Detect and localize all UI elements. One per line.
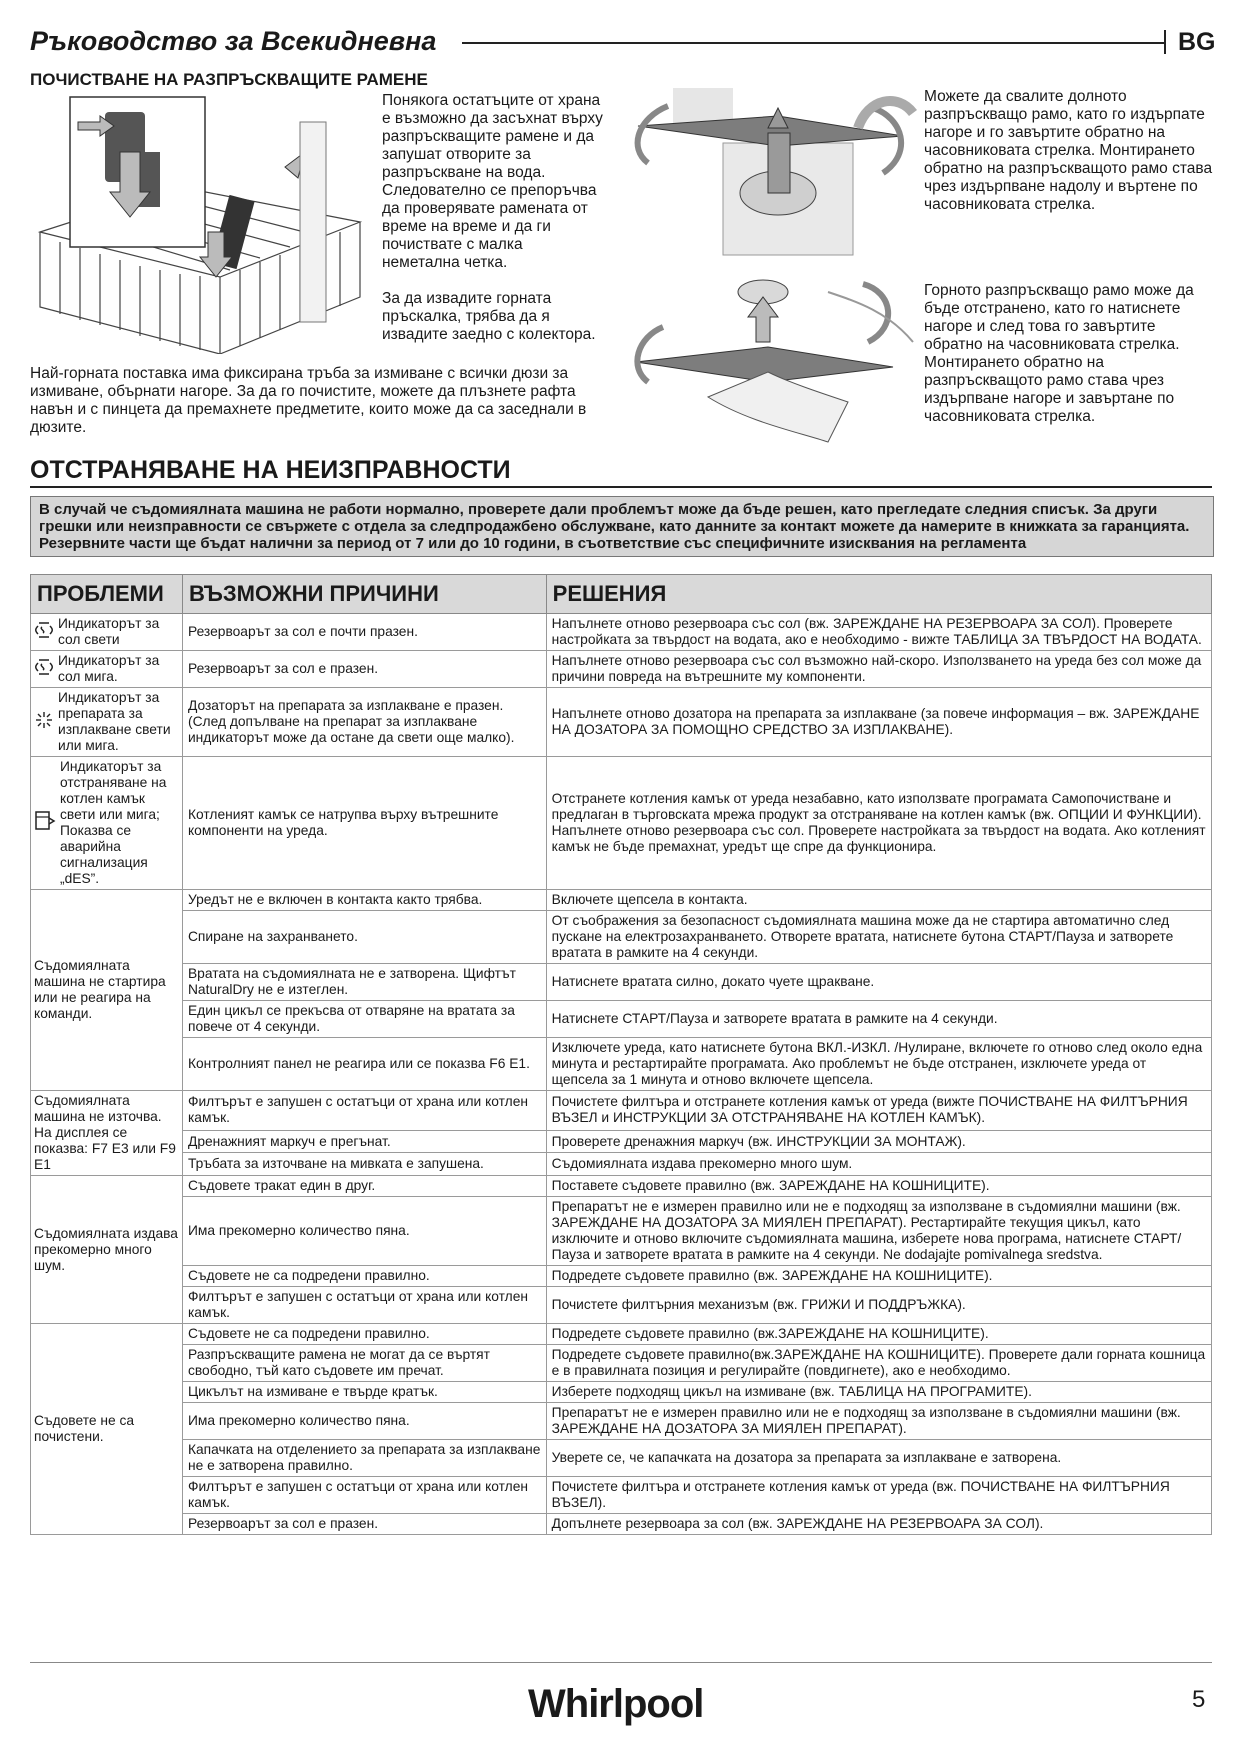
- cause-cell: Тръбата за източване на мивката е запушена.: [182, 1153, 546, 1176]
- solution-cell: Напълнете отново резервоара със сол (вж. ЗАРЕЖДАНЕ НА РЕЗЕРВОАРА ЗА СОЛ). Проверете настройката за твърдост на водата, ако е необходимо - вижте ТАБЛИЦА ЗА ТВЪРДОСТ НА ВОДАТА.: [546, 614, 1211, 651]
- upper-rack-illustration: [30, 92, 375, 354]
- cause-cell: Съдовете тракат един в друг.: [182, 1176, 546, 1197]
- whirlpool-logo: Whirlpool: [528, 1682, 704, 1726]
- spray-arms-paragraph-3: Най-горната поставка има фиксирана тръба за измиване с всички дюзи за измиване, обърнати нагоре. За да го почистите, можете да плъзнете рафта навън и с пинцета да премахнете предметите, които може да са заседнали в дюзите.: [30, 365, 587, 436]
- problem-label: Индикаторът за сол мига.: [58, 653, 160, 684]
- solution-cell: Подредете съдовете правилно (вж. ЗАРЕЖДАНЕ НА КОШНИЦИТЕ).: [546, 1266, 1211, 1287]
- table-row: [31, 890, 1212, 911]
- cause-cell: Уредът не е включен в контакта както трябва.: [182, 890, 546, 911]
- problem-cell: Съдомиялната издава прекомерно много шум.: [31, 1176, 183, 1324]
- table-row: [31, 1345, 1212, 1382]
- table-row: [31, 1403, 1212, 1440]
- table-row: [31, 1477, 1212, 1514]
- solution-cell: Допълнете резервоара за сол (вж. ЗАРЕЖДАНЕ НА РЕЗЕРВОАРА ЗА СОЛ).: [546, 1514, 1211, 1535]
- spray-arms-paragraph-2: За да извадите горната пръскалка, трябва да я извадите заедно с колектора.: [382, 290, 596, 343]
- solution-cell: Препаратът не е измерен правилно или не е подходящ за използване в съдомиялни машини (вж. ЗАРЕЖДАНЕ НА ДОЗАТОРА ЗА МИЯЛЕН ПРЕПАРАТ).: [546, 1403, 1211, 1440]
- cause-cell: Спиране на захранването.: [182, 911, 546, 964]
- solution-cell: Подредете съдовете правилно (вж.ЗАРЕЖДАНЕ НА КОШНИЦИТЕ).: [546, 1324, 1211, 1345]
- problem-label: Индикаторът за сол свети: [58, 616, 160, 647]
- cause-cell: Филтърът е запушен с остатъци от храна или котлен камък.: [182, 1287, 546, 1324]
- upper-spray-arm-paragraph: Горното разпръскващо рамо може да бъде отстранено, като го натиснете нагоре и след това го завъртите обратно на часовниковата стрелка. Монтирането обратно на разпръскващото рамо става чрез издърпване нагоре и завъртане по часовниковата стрелка.: [924, 282, 1194, 425]
- cause-cell: Цикълът на измиване е твърде кратък.: [182, 1382, 546, 1403]
- table-row: [31, 1287, 1212, 1324]
- column-header-causes: ВЪЗМОЖНИ ПРИЧИНИ: [182, 575, 546, 614]
- table-row: [31, 964, 1212, 1001]
- troubleshooting-rule: [30, 486, 1212, 488]
- problem-cell: [31, 757, 183, 890]
- lower-spray-arm-paragraph: Можете да свалите долното разпръскващо рамо, като го издърпате нагоре и го завъртите обратно на часовниковата стрелка. Монтирането обратно на разпръскващото рамо става чрез издърпване надолу и въртене по часовниковата стрелка.: [924, 88, 1213, 213]
- problem-cell: Съдовете не са почистени.: [31, 1324, 183, 1535]
- cause-cell: Филтърът е запушен с остатъци от храна или котлен камък.: [182, 1477, 546, 1514]
- table-row: [31, 651, 1212, 688]
- table-row: [31, 1324, 1212, 1345]
- solution-cell: От съображения за безопасност съдомиялната машина може да не стартира автоматично след пускане на електрозахранването. Отворете вратата, натиснете бутона СТАРТ/Пауза и затворете вратата в рамките на 4 секунди.: [546, 911, 1211, 964]
- solution-cell: Поставете съдовете правилно (вж. ЗАРЕЖДАНЕ НА КОШНИЦИТЕ).: [546, 1176, 1211, 1197]
- solution-cell: Съдомиялната издава прекомерно много шум.: [546, 1153, 1211, 1176]
- page-number: 5: [1192, 1686, 1206, 1713]
- problem-label: Индикаторът за отстраняване на котлен камък свети или мига; Показва се аварийна сигнализация „dES”.: [60, 759, 167, 886]
- table-row: [31, 1266, 1212, 1287]
- problem-cell: Съдомиялната машина не стартира или не реагира на команди.: [31, 890, 183, 1091]
- manual-title: Ръководство за Всекидневна: [30, 26, 437, 56]
- table-row: [31, 1001, 1212, 1038]
- table-row: [31, 1440, 1212, 1477]
- cause-cell: Капачката на отделението за препарата за изплакване не е затворена правилно.: [182, 1440, 546, 1477]
- solution-cell: Отстранете котления камък от уреда незабавно, като използвате програмата Самопочистване и предлаган в търговската мрежа продукт за отстраняване на котлен камък (вж. ОПЦИИ И ФУНКЦИИ). Напълнете отново резервоара със сол. Проверете настройката за твърдост на водата. Ако котленият камък не бъде премахнат, уредът ще спре да функционира.: [546, 757, 1211, 890]
- cause-cell: Вратата на съдомиялната не е затворена. Щифтът NaturalDry не е изтеглен.: [182, 964, 546, 1001]
- solution-cell: Натиснете вратата силно, докато чуете щракване.: [546, 964, 1211, 1001]
- cause-cell: Филтърът е запушен с остатъци от храна или котлен камък.: [182, 1091, 546, 1131]
- header-tick: [1164, 30, 1166, 54]
- descale-indicator-icon: [34, 810, 56, 836]
- cause-cell: Дренажният маркуч е прегънат.: [182, 1130, 546, 1153]
- solution-cell: Изключете уреда, като натиснете бутона ВКЛ.-ИЗКЛ. /Нулиране, включете го отново след около една минута и рестартирайте програмата. Ако проблемът не бъде отстранен, изключете уреда от щепсела за 1 минута и отново включете щепсела.: [546, 1038, 1211, 1091]
- problem-label: Индикаторът за препарата за изплакване свети или мига.: [58, 690, 171, 753]
- table-row: [31, 1153, 1212, 1176]
- cause-cell: Резервоарът за сол е почти празен.: [182, 614, 546, 651]
- cause-cell: Контролният панел не реагира или се показва F6 E1.: [182, 1038, 546, 1091]
- salt-indicator-icon: [34, 620, 54, 644]
- table-row: [31, 1176, 1212, 1197]
- problem-cell: [31, 614, 183, 651]
- footer-rule: [30, 1662, 1212, 1663]
- solution-cell: Включете щепсела в контакта.: [546, 890, 1211, 911]
- cause-cell: Резервоарът за сол е празен.: [182, 651, 546, 688]
- upper-spray-arm-illustration: [628, 272, 918, 452]
- cause-cell: Котленият камък се натрупва върху вътрешните компоненти на уреда.: [182, 757, 546, 890]
- salt-indicator-icon: [34, 657, 54, 681]
- solution-cell: Почистете филтъра и отстранете котления камък от уреда (вижте ПОЧИСТВАНЕ НА ФИЛТЪРНИЯ ВЪЗЕЛ и ИНСТРУКЦИИ ЗА ОТСТРАНЯВАНЕ НА КОТЛЕН КАМЪК).: [546, 1091, 1211, 1131]
- problem-cell: Съдомиялната машина не източва. На дисплея се показва: F7 E3 или F9 E1: [31, 1091, 183, 1176]
- solution-cell: Препаратът не е измерен правилно или не е подходящ за използване в съдомиялни машини (вж. ЗАРЕЖДАНЕ НА ДОЗАТОРА ЗА МИЯЛЕН ПРЕПАРАТ). Рестартирайте текущия цикъл, като изключите и отново включите съдомиялната машина, изберете нова програма, натиснете СТАРТ/Пауза и затворете вратата в рамките на 4 секунди. Ne dodajajte pomivalnega sredstva.: [546, 1197, 1211, 1266]
- table-header-row: [31, 575, 1212, 614]
- solution-cell: Почистете филтъра и отстранете котления камък от уреда (вж. ПОЧИСТВАНЕ НА ФИЛТЪРНИЯ ВЪЗЕЛ).: [546, 1477, 1211, 1514]
- spray-arms-paragraph-1: Понякога остатъците от храна е възможно да засъхнат върху разпръскващите рамене и да запушат отворите за разпръскване на вода. Следователно се препоръчва да проверявате рамената от време на време и да ги почиствате с малка неметална четка.: [382, 92, 603, 271]
- cause-cell: Един цикъл се прекъсва от отваряне на вратата за повече от 4 секунди.: [182, 1001, 546, 1038]
- solution-cell: Уверете се, че капачката на дозатора за препарата за изплакване е затворена.: [546, 1440, 1211, 1477]
- table-row: [31, 614, 1212, 651]
- table-row: [31, 1091, 1212, 1131]
- cause-cell: Има прекомерно количество пяна.: [182, 1403, 546, 1440]
- rinse-aid-indicator-icon: [34, 710, 54, 734]
- solution-cell: Подредете съдовете правилно(вж.ЗАРЕЖДАНЕ НА КОШНИЦИТЕ). Проверете дали горната кошница е в правилната позиция и регулирайте (повдигнете), ако е необходимо.: [546, 1345, 1211, 1382]
- solution-cell: Напълнете отново резервоара със сол възможно най-скоро. Използването на уреда без сол може да причини повреда на вътрешните му компоненти.: [546, 651, 1211, 688]
- solution-cell: Изберете подходящ цикъл на измиване (вж. ТАБЛИЦА НА ПРОГРАМИТЕ).: [546, 1382, 1211, 1403]
- solution-cell: Почистете филтърния механизъм (вж. ГРИЖИ И ПОДДРЪЖКА).: [546, 1287, 1211, 1324]
- column-header-solutions: РЕШЕНИЯ: [546, 575, 1211, 614]
- troubleshooting-table: [30, 574, 1212, 1535]
- cause-cell: Съдовете не са подредени правилно.: [182, 1324, 546, 1345]
- cause-cell: Резервоарът за сол е празен.: [182, 1514, 546, 1535]
- cause-cell: Има прекомерно количество пяна.: [182, 1197, 546, 1266]
- solution-cell: Напълнете отново дозатора на препарата за изплакване (за повече информация – вж. ЗАРЕЖДАНЕ НА ДОЗАТОРА ЗА ПОМОЩНО СРЕДСТВО ЗА ИЗПЛАКВАНЕ).: [546, 688, 1211, 757]
- solution-cell: Натиснете СТАРТ/Пауза и затворете вратата в рамките на 4 секунди.: [546, 1001, 1211, 1038]
- table-row: [31, 1514, 1212, 1535]
- language-code: BG: [1178, 28, 1216, 56]
- table-row: [31, 688, 1212, 757]
- table-row: [31, 1197, 1212, 1266]
- cause-cell: Съдовете не са подредени правилно.: [182, 1266, 546, 1287]
- table-row: [31, 1038, 1212, 1091]
- table-row: [31, 911, 1212, 964]
- spray-arms-heading: ПОЧИСТВАНЕ НА РАЗПРЪСКВАЩИТЕ РАМЕНЕ: [30, 70, 428, 89]
- column-header-problems: ПРОБЛЕМИ: [31, 575, 183, 614]
- cause-cell: Разпръскващите рамена не могат да се въртят свободно, тъй като съдовете им пречат.: [182, 1345, 546, 1382]
- troubleshooting-intro: В случай че съдомиялната машина не работи нормално, проверете дали проблемът може да бъде решен, като прегледате следния списък. За други грешки или неизправности се свържете с отдела за следпродажбено обслужване, като данните за контакт можете да намерите в книжката за гаранцията. Резервните части ще бъдат налични за период от 7 или до 10 години, в съответствие със специфичните изисквания на регламента: [30, 496, 1214, 557]
- troubleshooting-heading: ОТСТРАНЯВАНЕ НА НЕИЗПРАВНОСТИ: [30, 456, 511, 484]
- solution-cell: Проверете дренажния маркуч (вж. ИНСТРУКЦИИ ЗА МОНТАЖ).: [546, 1130, 1211, 1153]
- table-row: [31, 757, 1212, 890]
- lower-spray-arm-illustration: [628, 88, 918, 263]
- table-row: [31, 1382, 1212, 1403]
- problem-cell: [31, 651, 183, 688]
- problem-cell: [31, 688, 183, 757]
- header-rule: [462, 42, 1164, 44]
- cause-cell: Дозаторът на препарата за изплакване е празен. (След допълване на препарат за изплакване индикаторът може да остане да свети още малко).: [182, 688, 546, 757]
- table-row: [31, 1130, 1212, 1153]
